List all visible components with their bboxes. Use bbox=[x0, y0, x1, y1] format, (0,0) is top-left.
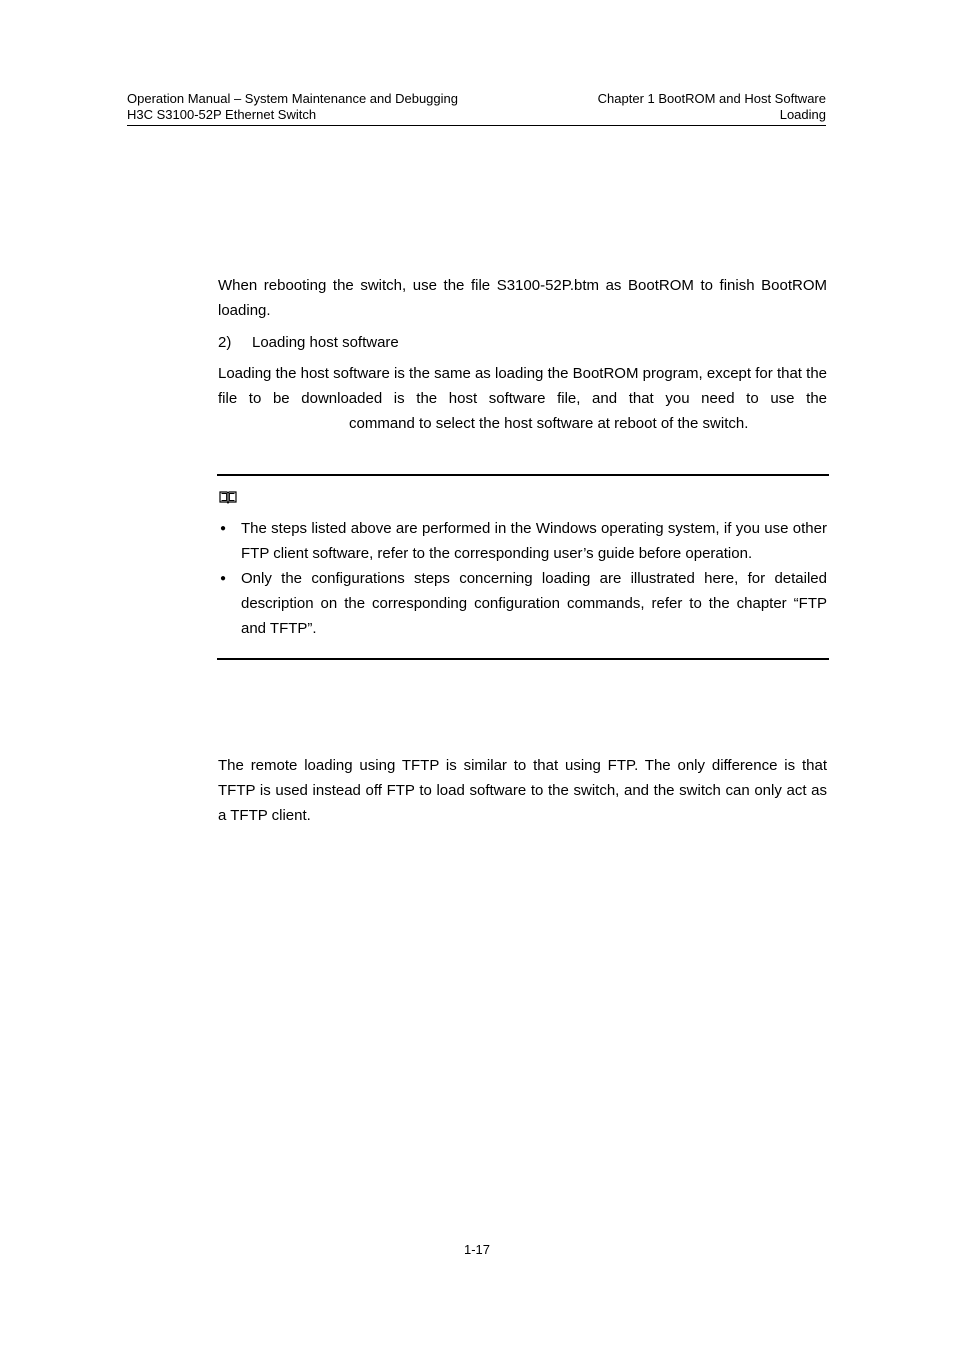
product-name: H3C S3100-52P Ethernet Switch bbox=[127, 107, 317, 122]
page-header bbox=[127, 90, 826, 126]
paragraph-tail: command to select the host software at reboot of the switch. bbox=[349, 415, 749, 432]
page-number: 1-17 bbox=[463, 1242, 491, 1257]
book-icon bbox=[219, 490, 237, 504]
bullet-icon: ● bbox=[220, 523, 227, 534]
numbered-item-loading-host-software bbox=[218, 330, 827, 355]
paragraph-tftp-loading: The remote loading using TFTP is similar to that using FTP. The only difference is that TFTP is used instead off FTP to load software to the switch, and the switch can only act as a TFTP client. bbox=[218, 757, 827, 824]
paragraph-bootrom-reboot: When rebooting the switch, use the file S3100-52P.btm as BootROM to finish BootROM loading. bbox=[218, 277, 827, 319]
note-box bbox=[217, 474, 829, 660]
list-item: ● Only the configurations steps concerning loading are illustrated here, for detailed description on the corresponding configuration commands, refer to the chapter “FTP and TFTP”. bbox=[217, 566, 827, 641]
note-list bbox=[217, 516, 827, 641]
list-item: ● The steps listed above are performed in the Windows operating system, if you use other FTP client software, refer to the corresponding user’s guide before operation. bbox=[217, 516, 827, 566]
item-title: Loading host software bbox=[252, 334, 399, 351]
manual-title: Operation Manual – System Maintenance and Debugging bbox=[127, 91, 458, 106]
chapter-title-continued: Loading bbox=[779, 107, 826, 122]
chapter-title: Chapter 1 BootROM and Host Software bbox=[597, 91, 826, 106]
paragraph-loading-host-software bbox=[218, 361, 827, 436]
header-left bbox=[127, 91, 458, 123]
paragraph-main: Loading the host software is the same as loading the BootROM program, except for that the file to be downloaded is the host software file, and that you need to use the bbox=[218, 365, 827, 407]
header-right bbox=[598, 91, 826, 123]
item-number: 2) bbox=[218, 334, 232, 351]
bullet-icon: ● bbox=[220, 573, 227, 584]
